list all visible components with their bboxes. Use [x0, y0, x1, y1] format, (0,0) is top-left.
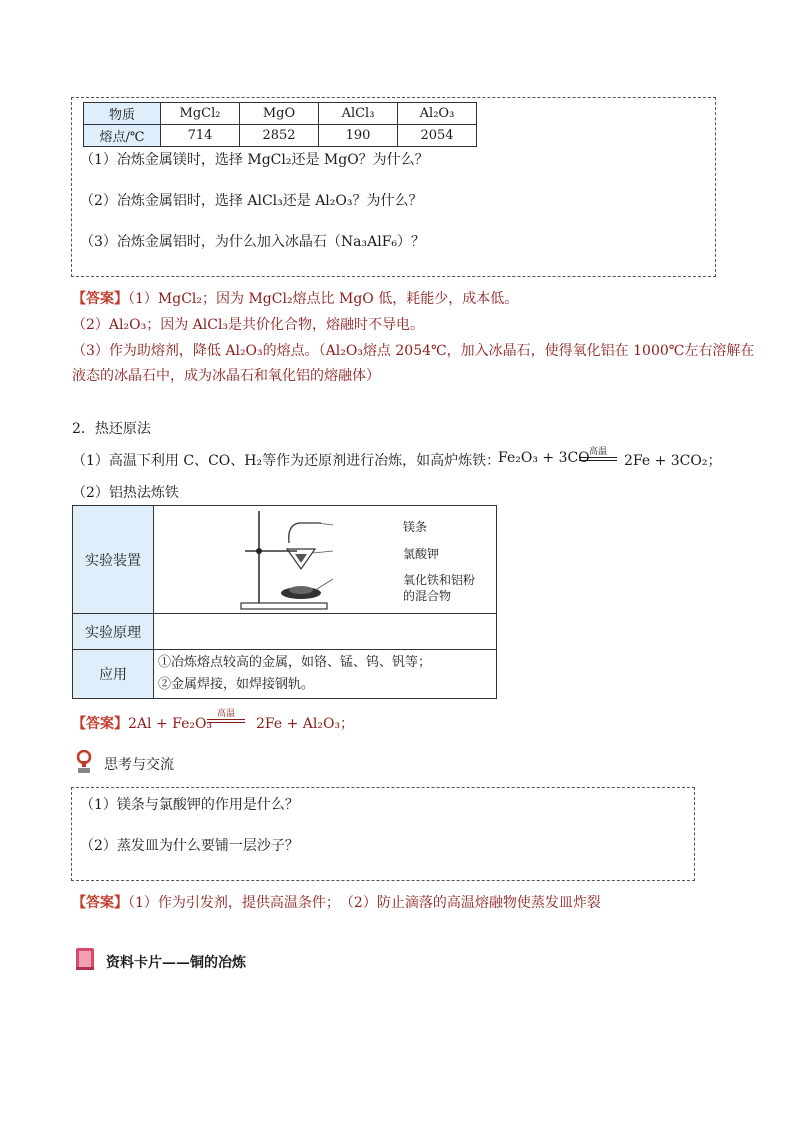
label-mixture: 氧化铁和铝粉 [403, 573, 476, 587]
answer-line [72, 892, 601, 912]
book-icon [74, 947, 96, 971]
answer-text: （2）Al₂O₃；因为 AlCl₃是共价化合物，熔融时不导电。 [72, 317, 425, 333]
reaction-condition: 高温 [216, 709, 235, 719]
answer-tag: 【答案】 [72, 895, 128, 911]
think-question: （2）蒸发皿为什么要铺一层沙子？ [80, 838, 299, 854]
question-2: （2）冶炼金属铝时，选择 AlCl₃还是 Al₂O₃？为什么？ [80, 193, 423, 209]
table-cell: 熔点/℃ [84, 125, 161, 147]
equation-right: 2Fe + 3CO₂； [624, 453, 722, 469]
application-cell [154, 650, 497, 699]
equals-sign [579, 457, 617, 461]
method-line-2: （2）铝热法炼铁 [72, 485, 179, 501]
answer-tag: 【答案】 [72, 716, 128, 732]
question-1: （1）冶炼金属镁时，选择 MgCl₂还是 MgO？为什么？ [80, 152, 429, 168]
answer-equation-left: 2Al + Fe₂O₃ [128, 716, 213, 732]
method-line-1: （1）高温下利用 C、CO、H₂等作为还原剂进行冶炼，如高炉炼铁： [72, 453, 501, 469]
answer-text: （1）MgCl₂；因为 MgCl₂熔点比 MgO 低，耗能少，成本低。 [128, 291, 519, 307]
experiment-table [72, 505, 497, 699]
think-question: （1）镁条与氯酸钾的作用是什么？ [80, 797, 299, 813]
row-label: 实验装置 [73, 506, 154, 614]
principle-cell [154, 614, 497, 650]
table-header: MgCl₂ [161, 103, 240, 125]
label-magnesium: 镁条 [403, 520, 428, 534]
table-header: MgO [240, 103, 319, 125]
table-header: 物质 [84, 103, 161, 125]
table-cell: 2852 [240, 125, 319, 147]
table-cell: 190 [319, 125, 398, 147]
melting-point-table [83, 102, 477, 147]
card-title: 资料卡片——铜的冶炼 [106, 955, 246, 971]
question-mark-icon [74, 750, 94, 774]
answer-text: （3）作为助熔剂，降低 Al₂O₃的熔点。（Al₂O₃熔点 2054℃，加入冰晶石，使得氧化铝在 1000℃左右溶解在 [72, 343, 755, 359]
equation-left: Fe₂O₃ + 3CO [498, 450, 590, 466]
answer-text: （1）作为引发剂，提供高温条件； （2）防止滴落的高温熔融物使蒸发皿炸裂 [128, 895, 601, 911]
table-cell: 714 [161, 125, 240, 147]
table-cell: 2054 [398, 125, 477, 147]
label-mixture-2: 的混合物 [403, 589, 452, 603]
answer-line [72, 288, 518, 308]
application-line: ②金属焊接，如焊接钢轨。 [158, 677, 315, 692]
application-line: ①冶炼熔点较高的金属，如铬、锰、钨、钒等； [158, 655, 432, 670]
section-title: 2．热还原法 [72, 421, 151, 437]
apparatus-cell [154, 506, 497, 614]
reaction-condition: 高温 [588, 447, 607, 457]
question-3: （3）冶炼金属铝时，为什么加入冰晶石（Na₃AlF₆）？ [80, 234, 426, 250]
answer-equation-right: 2Fe + Al₂O₃； [256, 716, 355, 732]
row-label: 实验原理 [73, 614, 154, 650]
answer-text: 液态的冰晶石中，成为冰晶石和氧化铝的熔融体） [72, 368, 380, 384]
row-label: 应用 [73, 650, 154, 699]
label-kclo3: 氯酸钾 [403, 547, 440, 561]
think-title: 思考与交流 [104, 757, 174, 773]
answer-line [72, 713, 212, 733]
equals-sign [207, 719, 245, 723]
table-header: AlCl₃ [319, 103, 398, 125]
answer-tag: 【答案】 [72, 291, 128, 307]
table-header: Al₂O₃ [398, 103, 477, 125]
